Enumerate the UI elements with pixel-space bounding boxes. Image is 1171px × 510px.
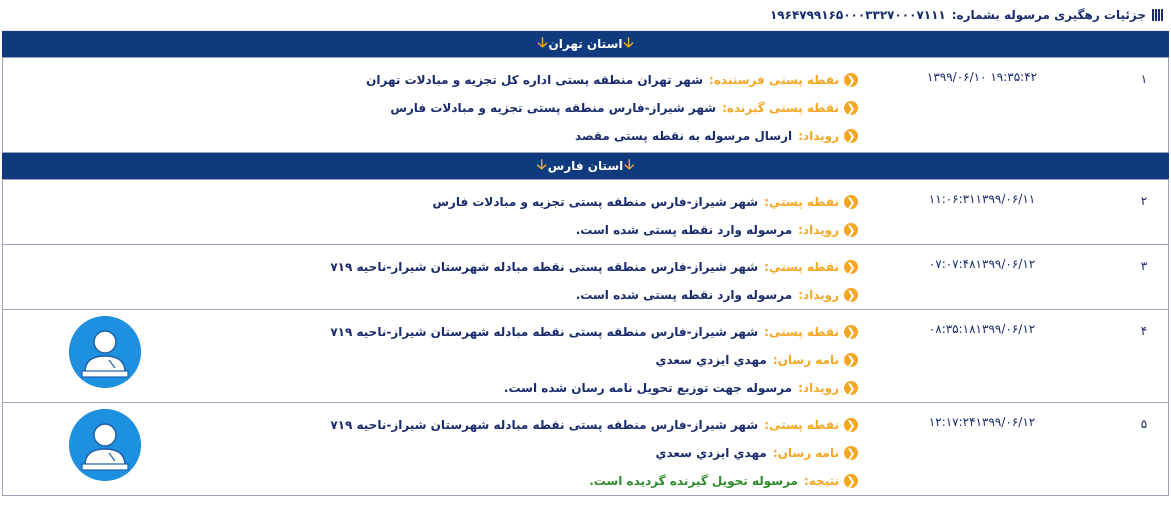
page-header xyxy=(0,0,1171,31)
tracking-row xyxy=(2,179,1169,245)
arrow-circle-left-icon: ❮ xyxy=(844,446,858,460)
arrow-down-icon: 🡣 xyxy=(623,35,634,51)
arrow-circle-left-icon: ❮ xyxy=(844,260,858,274)
province-header xyxy=(2,31,1169,57)
detail-value: ارسال مرسوله به نقطه پستی مقصد xyxy=(575,129,793,143)
detail-value: مرسوله وارد نقطه پستی شده است. xyxy=(575,288,793,302)
arrow-down-icon: 🡣 xyxy=(537,35,548,51)
arrow-circle-left-icon: ❮ xyxy=(844,223,858,237)
detail-value: شهر شیراز-فارس منطقه پستی نقطه مبادله شهرستان شیراز-ناحیه ۷۱۹ xyxy=(330,418,759,432)
detail-label: نقطه پستی گیرنده: xyxy=(722,101,839,115)
arrow-down-icon: 🡣 xyxy=(624,157,635,173)
detail-label: رویداد: xyxy=(798,381,839,395)
arrow-circle-left-icon: ❮ xyxy=(844,325,858,339)
tracking-row xyxy=(2,245,1169,310)
detail-value: شهر شیراز-فارس منطقه پستی تجزیه و مبادلات فارس xyxy=(432,195,759,209)
detail-value: شهر شیراز-فارس منطقه پستی نقطه مبادله شهرستان شیراز-ناحیه ۷۱۹ xyxy=(330,260,759,274)
detail-label: نقطه پستی فرستنده: xyxy=(709,73,839,87)
detail-line xyxy=(366,122,858,150)
event-details xyxy=(330,318,858,402)
detail-line xyxy=(432,188,858,216)
detail-label: نقطه پستي: xyxy=(764,195,839,209)
detail-line xyxy=(366,66,858,94)
arrow-down-icon: 🡣 xyxy=(536,157,547,173)
detail-label: نقطه پستی: xyxy=(764,418,839,432)
row-number: ۳ xyxy=(1140,259,1148,273)
detail-line xyxy=(330,467,858,495)
event-timestamp: ۱۹:۳۵:۴۲ ۱۳۹۹/۰۶/۱۰ xyxy=(926,70,1038,84)
user-avatar-icon xyxy=(69,409,141,481)
province-header xyxy=(2,153,1169,179)
province-name: استان تهران xyxy=(548,37,623,51)
detail-value: مهدي ايزدي سعدي xyxy=(655,353,767,367)
row-number: ۲ xyxy=(1140,194,1148,208)
detail-value: مرسوله وارد نقطه پستی شده است. xyxy=(575,223,793,237)
detail-label: نقطه پستی: xyxy=(764,325,839,339)
tracking-number: ۱۹۶۴۷۹۹۱۶۵۰۰۰۳۳۲۷۰۰۰۷۱۱۱ xyxy=(769,8,946,22)
event-details xyxy=(366,66,858,150)
detail-value: شهر تهران منطقه پستی اداره کل تجزیه و مبادلات تهران xyxy=(366,73,704,87)
detail-label: نقطه پستي: xyxy=(764,260,839,274)
detail-line xyxy=(330,253,858,281)
user-avatar-icon xyxy=(69,316,141,388)
arrow-circle-left-icon: ❮ xyxy=(844,288,858,302)
detail-line xyxy=(330,346,858,374)
event-timestamp: ۱۱:۰۶:۳۱۱۳۹۹/۰۶/۱۱ xyxy=(928,192,1036,206)
arrow-circle-left-icon: ❮ xyxy=(844,101,858,115)
detail-value: شهر شیراز-فارس منطقه پستی تجزیه و مبادلات فارس xyxy=(390,101,717,115)
detail-label: رویداد: xyxy=(798,129,839,143)
detail-value: مرسوله تحویل گیرنده گردیده است. xyxy=(589,474,798,488)
province-name: استان فارس xyxy=(547,159,624,173)
barcode-icon xyxy=(1152,9,1163,21)
detail-line xyxy=(366,94,858,122)
event-timestamp: ۰۸:۳۵:۱۸۱۳۹۹/۰۶/۱۲ xyxy=(928,322,1036,336)
arrow-circle-left-icon: ❮ xyxy=(844,474,858,488)
tracking-list xyxy=(2,31,1169,496)
detail-line xyxy=(330,281,858,309)
detail-label: رویداد: xyxy=(798,223,839,237)
event-timestamp: ۰۷:۰۷:۴۸۱۳۹۹/۰۶/۱۲ xyxy=(928,257,1036,271)
detail-line xyxy=(330,439,858,467)
page-title: جزئیات رهگیری مرسوله بشماره: xyxy=(951,8,1146,22)
row-number: ۵ xyxy=(1140,417,1148,431)
tracking-row xyxy=(2,57,1169,153)
detail-line xyxy=(330,318,858,346)
arrow-circle-left-icon: ❮ xyxy=(844,381,858,395)
detail-label: رویداد: xyxy=(798,288,839,302)
detail-value: مهدي ايزدي سعدي xyxy=(655,446,767,460)
detail-label: نامه رسان: xyxy=(772,353,839,367)
tracking-row xyxy=(2,403,1169,496)
arrow-circle-left-icon: ❮ xyxy=(844,129,858,143)
tracking-row xyxy=(2,310,1169,403)
detail-value: مرسوله جهت توزیع تحویل نامه رسان شده است. xyxy=(503,381,793,395)
detail-line xyxy=(330,411,858,439)
detail-value: شهر شیراز-فارس منطقه پستی نقطه مبادله شهرستان شیراز-ناحیه ۷۱۹ xyxy=(330,325,759,339)
arrow-circle-left-icon: ❮ xyxy=(844,73,858,87)
row-number: ۴ xyxy=(1140,324,1148,338)
detail-label: نتیجه: xyxy=(803,474,839,488)
event-details xyxy=(330,411,858,495)
row-number: ۱ xyxy=(1140,72,1148,86)
detail-line xyxy=(432,216,858,244)
detail-label: نامه رسان: xyxy=(772,446,839,460)
arrow-circle-left-icon: ❮ xyxy=(844,195,858,209)
event-details xyxy=(432,188,858,244)
arrow-circle-left-icon: ❮ xyxy=(844,353,858,367)
detail-line xyxy=(330,374,858,402)
arrow-circle-left-icon: ❮ xyxy=(844,418,858,432)
event-timestamp: ۱۲:۱۷:۲۴۱۳۹۹/۰۶/۱۲ xyxy=(928,415,1036,429)
event-details xyxy=(330,253,858,309)
